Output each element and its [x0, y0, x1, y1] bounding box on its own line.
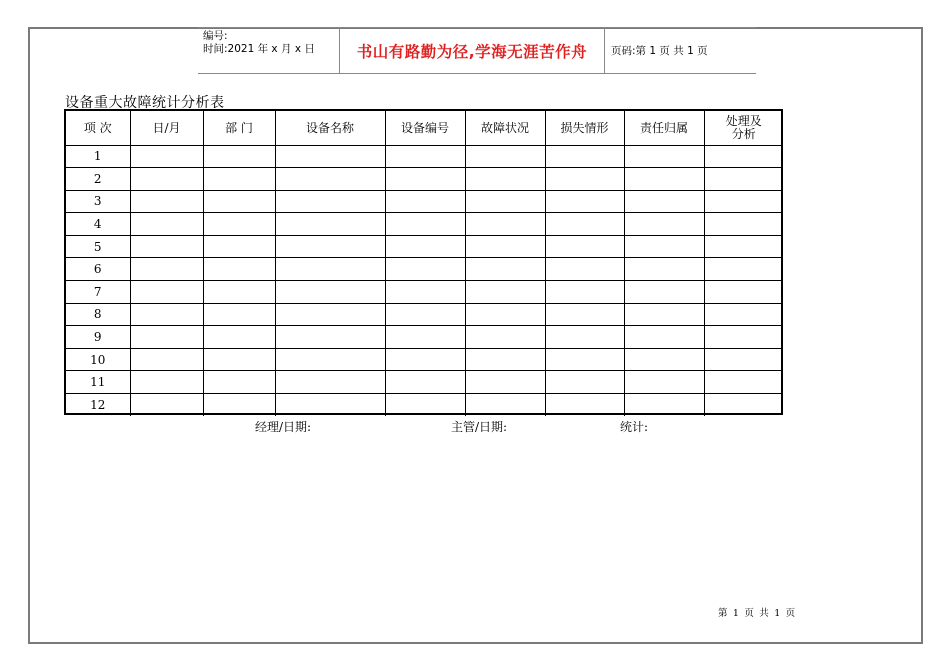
table-cell [203, 371, 275, 394]
table-cell [624, 326, 704, 349]
col-header-equipment-name: 设备名称 [275, 111, 385, 145]
footer-page-number: 第 1 页 共 1 页 [718, 608, 797, 619]
table-cell [275, 145, 385, 168]
table-row [66, 168, 783, 191]
table-cell [704, 371, 783, 394]
row-number-cell: 12 [66, 394, 130, 417]
table-cell [203, 303, 275, 326]
table-cell [275, 326, 385, 349]
statistics-signoff: 统计: [620, 420, 649, 434]
col-header-handling-line2: 分析 [731, 126, 756, 141]
table-cell [203, 145, 275, 168]
table-row [66, 235, 783, 258]
table-cell [545, 190, 624, 213]
table-cell [275, 303, 385, 326]
col-header-equipment-number: 设备编号 [385, 111, 465, 145]
table-cell [704, 326, 783, 349]
table-row [66, 258, 783, 281]
table-cell [704, 281, 783, 304]
table-cell [624, 348, 704, 371]
time-label: 时间:2021 年 x 月 x 日 [203, 43, 315, 55]
table-cell [130, 145, 203, 168]
table-cell [203, 190, 275, 213]
row-number-cell: 3 [66, 190, 130, 213]
col-header-handling-analysis [704, 111, 783, 145]
table-cell [385, 348, 465, 371]
table-cell [465, 213, 545, 236]
table-row [66, 394, 783, 417]
header-meta [203, 30, 338, 56]
table-cell [130, 190, 203, 213]
table-cell [275, 371, 385, 394]
table-cell [130, 348, 203, 371]
row-number-cell: 4 [66, 213, 130, 236]
table-cell [203, 258, 275, 281]
table-cell [130, 235, 203, 258]
table-cell [203, 281, 275, 304]
table-cell [624, 168, 704, 191]
table-cell [624, 281, 704, 304]
table-cell [130, 371, 203, 394]
table-cell [130, 213, 203, 236]
table-cell [465, 371, 545, 394]
table-cell [465, 303, 545, 326]
header-divider-2 [604, 27, 605, 74]
manager-signoff: 经理/日期: [255, 420, 312, 434]
table-cell [385, 145, 465, 168]
table-cell [275, 348, 385, 371]
table-cell [704, 213, 783, 236]
table-cell [275, 168, 385, 191]
table-cell [465, 326, 545, 349]
supervisor-signoff: 主管/日期: [451, 420, 508, 434]
table-cell [385, 213, 465, 236]
table-cell [545, 258, 624, 281]
table-cell [130, 303, 203, 326]
table-cell [130, 326, 203, 349]
fault-table [64, 109, 783, 415]
row-number-cell: 6 [66, 258, 130, 281]
table-cell [704, 348, 783, 371]
table-cell [203, 326, 275, 349]
table-cell [465, 145, 545, 168]
table-cell [385, 281, 465, 304]
table-row [66, 213, 783, 236]
table-cell [130, 168, 203, 191]
table-cell [545, 326, 624, 349]
table-cell [275, 190, 385, 213]
table-cell [385, 235, 465, 258]
table-cell [130, 281, 203, 304]
table-cell [385, 190, 465, 213]
table-cell [385, 168, 465, 191]
motto: 书山有路勤为径,学海无涯苦作舟 [356, 42, 588, 61]
table-cell [203, 394, 275, 417]
table-cell [704, 394, 783, 417]
row-number-cell: 2 [66, 168, 130, 191]
table-cell [704, 258, 783, 281]
table-header-row [66, 111, 783, 145]
table-cell [203, 348, 275, 371]
table-cell [203, 235, 275, 258]
table-cell [465, 235, 545, 258]
table-row [66, 190, 783, 213]
table-cell [545, 235, 624, 258]
table-cell [545, 168, 624, 191]
table-cell [545, 371, 624, 394]
row-number-cell: 10 [66, 348, 130, 371]
col-header-date: 日/月 [130, 111, 203, 145]
row-number-cell: 7 [66, 281, 130, 304]
table-cell [275, 213, 385, 236]
row-number-cell: 11 [66, 371, 130, 394]
table-cell [704, 303, 783, 326]
col-header-handling-line1: 处理及 [725, 113, 762, 128]
col-header-department: 部 门 [203, 111, 275, 145]
row-number-cell: 9 [66, 326, 130, 349]
table-cell [130, 394, 203, 417]
table-cell [624, 213, 704, 236]
table-cell [465, 168, 545, 191]
row-number-cell: 1 [66, 145, 130, 168]
table-row [66, 326, 783, 349]
table-cell [465, 190, 545, 213]
table-cell [545, 348, 624, 371]
table-cell [545, 281, 624, 304]
col-header-loss: 损失情形 [545, 111, 624, 145]
table-cell [624, 258, 704, 281]
table-cell [704, 168, 783, 191]
table-row [66, 371, 783, 394]
table-cell [465, 281, 545, 304]
table-cell [203, 168, 275, 191]
table-cell [545, 213, 624, 236]
col-header-item: 项 次 [66, 111, 130, 145]
table-cell [385, 394, 465, 417]
row-number-cell: 8 [66, 303, 130, 326]
table-row [66, 303, 783, 326]
table-cell [275, 394, 385, 417]
document-title: 设备重大故障统计分析表 [65, 95, 225, 111]
table-cell [275, 281, 385, 304]
table-cell [385, 303, 465, 326]
table-cell [545, 145, 624, 168]
table-row [66, 281, 783, 304]
table-cell [704, 145, 783, 168]
table-cell [275, 235, 385, 258]
row-number-cell: 5 [66, 235, 130, 258]
table-cell [704, 190, 783, 213]
table-cell [275, 258, 385, 281]
number-label: 编号: [203, 30, 228, 42]
header-page-label: 页码:第 1 页 共 1 页 [611, 45, 708, 57]
col-header-responsibility: 责任归属 [624, 111, 704, 145]
table-cell [385, 371, 465, 394]
table-row [66, 348, 783, 371]
table-cell [465, 394, 545, 417]
table-cell [203, 213, 275, 236]
table-cell [465, 258, 545, 281]
table-cell [130, 258, 203, 281]
table-cell [624, 235, 704, 258]
table-cell [624, 371, 704, 394]
table-cell [545, 394, 624, 417]
table-cell [545, 303, 624, 326]
table-cell [385, 326, 465, 349]
table-cell [624, 145, 704, 168]
table-cell [624, 190, 704, 213]
table-cell [704, 235, 783, 258]
table-row [66, 145, 783, 168]
table-cell [385, 258, 465, 281]
col-header-fault-status: 故障状况 [465, 111, 545, 145]
table-cell [624, 394, 704, 417]
table-cell [465, 348, 545, 371]
table-cell [624, 303, 704, 326]
